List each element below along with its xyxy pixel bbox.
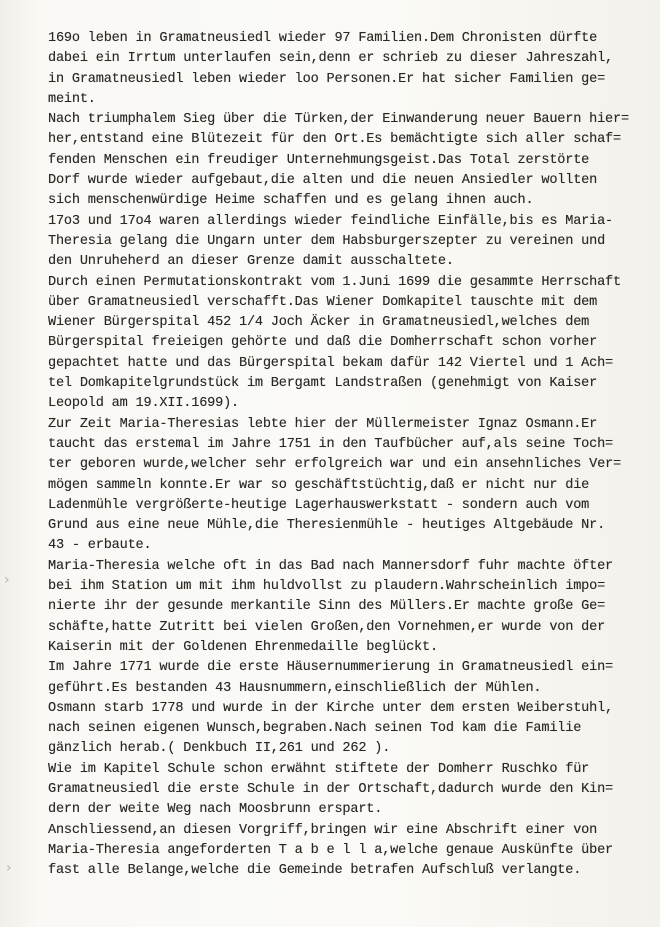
text-line: bei ihm Station um mit ihm huldvollst zu plaudern.Wahrscheinlich impo= bbox=[48, 579, 606, 595]
text-line: fast alle Belange,welche die Gemeinde betrafen Aufschluß verlangte. bbox=[48, 863, 582, 879]
text-line: Bürgerspital freieigen gehörte und daß die Domherrschaft schon vorher bbox=[48, 335, 598, 351]
text-line: Dorf wurde wieder aufgebaut,die alten und die neuen Ansiedler wollten bbox=[48, 173, 598, 189]
text-line: nach seinen eigenen Wunsch,begraben.Nach seinen Tod kam die Familie bbox=[48, 721, 582, 737]
chronicle-text bbox=[48, 29, 648, 881]
text-line: 169o leben in Gramatneusiedl wieder 97 Familien.Dem Chronisten dürfte bbox=[48, 31, 598, 46]
text-line: Anschliessend,an diesen Vorgriff,bringen wir eine Abschrift einer von bbox=[48, 822, 598, 838]
text-line: gepachtet hatte und das Bürgerspital bekam dafür 142 Viertel und 1 Ach= bbox=[48, 355, 613, 371]
text-line: ter geboren wurde,welcher sehr erfolgreich war und ein ansehnliches Ver= bbox=[48, 457, 621, 473]
text-line: her,entstand eine Blütezeit für den Ort.Es bemächtigte sich aller schaf= bbox=[48, 132, 621, 148]
text-line: Leopold am 19.XII.1699). bbox=[48, 396, 239, 412]
text-line: in Gramatneusiedl leben wieder loo Personen.Er hat sicher Familien ge= bbox=[48, 71, 606, 87]
text-line: sich menschenwürdige Heime schaffen und es gelang ihnen auch. bbox=[48, 193, 534, 209]
margin-punch-mark: › bbox=[6, 860, 12, 876]
text-line: Ladenmühle vergrößerte-heutige Lagerhauswerkstatt - sondern auch vom bbox=[48, 497, 590, 513]
text-line: geführt.Es bestanden 43 Hausnummern,einschließlich der Mühlen. bbox=[48, 680, 542, 696]
text-line: Im Jahre 1771 wurde die erste Häusernummerierung in Gramatneusiedl ein= bbox=[48, 660, 613, 676]
text-line: dabei ein Irrtum unterlaufen sein,denn er schrieb zu dieser Jahreszahl, bbox=[48, 51, 613, 67]
text-line: tel Domkapitelgrundstück im Bergamt Landstraßen (genehmigt von Kaiser bbox=[48, 376, 598, 392]
text-line: Maria-Theresia welche oft in das Bad nach Mannersdorf fuhr machte öfter bbox=[48, 558, 613, 574]
text-line: Nach triumphalem Sieg über die Türken,der Einwanderung neuer Bauern hier= bbox=[48, 112, 629, 128]
text-line: Grund aus eine neue Mühle,die Theresienmühle - heutiges Altgebäude Nr. bbox=[48, 518, 606, 534]
text-line: Kaiserin mit der Goldenen Ehrenmedaille beglückt. bbox=[48, 639, 438, 655]
text-line: meint. bbox=[48, 91, 96, 107]
text-line: gänzlich herab.( Denkbuch II,261 und 262 ). bbox=[48, 741, 391, 757]
text-line: schäfte,hatte Zutritt bei vielen Großen,den Vornehmen,er wurde von der bbox=[48, 619, 606, 635]
text-line: taucht das erstemal im Jahre 1751 in den Taufbücher auf,als seine Toch= bbox=[48, 436, 613, 452]
margin-punch-mark: › bbox=[4, 572, 10, 588]
text-line: dern der weite Weg nach Moosbrunn erspart. bbox=[48, 802, 383, 818]
text-line: über Gramatneusiedl verschafft.Das Wiener Domkapitel tauschte mit dem bbox=[48, 294, 598, 310]
text-line: mögen sammeln konnte.Er war so geschäftstüchtig,daß er nicht nur die bbox=[48, 477, 590, 493]
text-line: Wiener Bürgerspital 452 1/4 Joch Äcker in Gramatneusiedl,welches dem bbox=[48, 315, 590, 331]
text-line: Gramatneusiedl die erste Schule in der Ortschaft,dadurch wurde den Kin= bbox=[48, 781, 613, 797]
text-line: nierte ihr der gesunde merkantile Sinn des Müllers.Er machte große Ge= bbox=[48, 599, 606, 615]
text-line: Durch einen Permutationskontrakt vom 1.Juni 1699 die gesammte Herrschaft bbox=[48, 274, 621, 290]
text-line: fenden Menschen ein freudiger Unternehmungsgeist.Das Total zerstörte bbox=[48, 152, 590, 168]
text-line: Zur Zeit Maria-Theresias lebte hier der Müllermeister Ignaz Osmann.Er bbox=[48, 416, 598, 432]
text-line: Maria-Theresia angeforderten T a b e l l a,welche genaue Auskünfte über bbox=[48, 842, 613, 858]
text-line: Osmann starb 1778 und wurde in der Kirche unter dem ersten Weiberstuhl, bbox=[48, 700, 613, 716]
text-line: Theresia gelang die Ungarn unter dem Habsburgerszepter zu vereinen und bbox=[48, 233, 606, 249]
text-line: 17o3 und 17o4 waren allerdings wieder feindliche Einfälle,bis es Maria- bbox=[48, 213, 613, 229]
text-line: 43 - erbaute. bbox=[48, 538, 152, 554]
text-line: den Unruheherd an dieser Grenze damit ausschaltete. bbox=[48, 254, 454, 270]
text-line: Wie im Kapitel Schule schon erwähnt stiftete der Domherr Ruschko für bbox=[48, 761, 590, 777]
